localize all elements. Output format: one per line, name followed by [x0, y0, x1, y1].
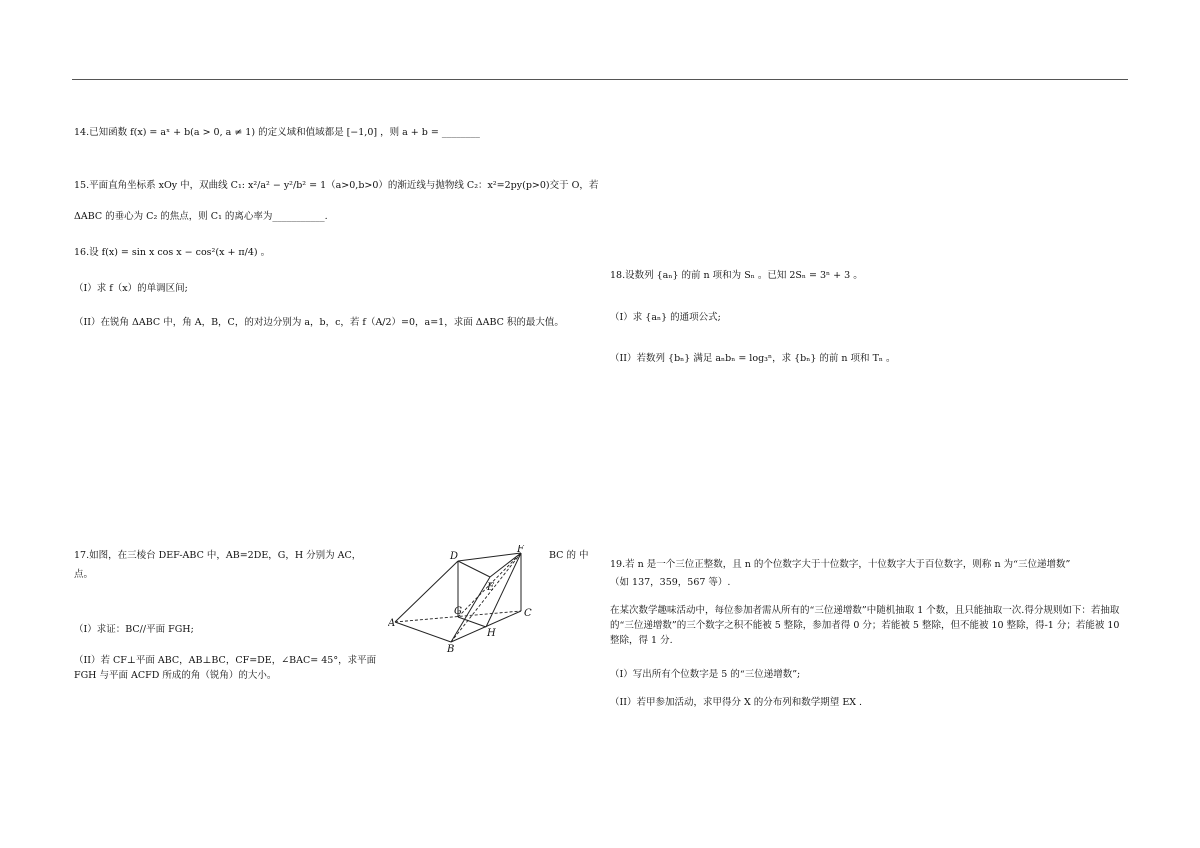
label-G: G: [454, 606, 462, 617]
q19-paragraph: 在某次数学趣味活动中，每位参加者需从所有的“三位递增数”中随机抽取 1 个数，且只能抽取一次.得分规则如下：若抽取的“三位递增数”的三个数字之积不能被 5 整除，参加者得 0 分；若能被 5 整除，但不能被 10 整除，得-1 分；若能被 10 整除，得 1 分.: [610, 605, 1120, 646]
frustum-diagram: [388, 545, 538, 657]
label-F: F: [517, 545, 524, 555]
label-D: D: [450, 551, 459, 562]
edge-BF: [451, 553, 521, 642]
q17-line1-tail: BC 的 中: [549, 550, 589, 561]
header-rule: [72, 79, 1128, 80]
q17-part1: （I）求证：BC//平面 FGH;: [74, 624, 194, 635]
edge-AD: [395, 561, 458, 622]
q16-part1: （I）求 f（x）的单调区间;: [74, 283, 188, 294]
q15-line2: ΔABC 的垂心为 C₂ 的焦点，则 C₁ 的离心率为___________.: [74, 211, 328, 222]
q14-text: 14.已知函数 f(x) = aˣ + b(a > 0, a ≠ 1) 的定义域和值域都是 [−1,0] ，则 a + b = ________: [74, 127, 480, 138]
q18-line1: 18.设数列 {aₙ} 的前 n 项和为 Sₙ 。已知 2Sₙ = 3ⁿ + 3 。: [610, 270, 863, 281]
q19-part1: （I）写出所有个位数字是 5 的“三位递增数”;: [610, 669, 801, 680]
label-E: E: [487, 582, 495, 593]
q17-part2: （II）若 CF⊥平面 ABC，AB⊥BC，CF=DE，∠BAC= 45°，求平面 FGH 与平面 ACFD 所成的角（锐角）的大小。: [74, 655, 377, 681]
label-C: C: [524, 608, 532, 619]
q18-part1: （I）求 {aₙ} 的通项公式;: [610, 312, 721, 323]
edge-AB: [395, 622, 451, 642]
q16-part2: （II）在锐角 ΔABC 中，角 A，B，C，的对边分别为 a，b，c，若 f（A/2）=0，a=1，求面 ΔABC 积的最大值。: [74, 317, 564, 328]
q18-part2: （II）若数列 {bₙ} 满足 aₙbₙ = log₃ⁿ，求 {bₙ} 的前 n 项和 Tₙ 。: [610, 353, 896, 364]
label-B: B: [447, 644, 455, 655]
frustum-figure: [388, 545, 538, 657]
q16-line1: 16.设 f(x) = sin x cos x − cos²(x + π/4) 。: [74, 247, 271, 258]
q15-line1: 15.平面直角坐标系 xOy 中，双曲线 C₁: x²/a² − y²/b² = 1（a>0,b>0）的渐近线与抛物线 C₂：x²=2py(p>0)交于 O，若: [74, 180, 599, 191]
q19-line1: 19.若 n 是一个三位正整数，且 n 的个位数字大于十位数字，十位数字大于百位数字，则称 n 为“三位递增数”: [610, 559, 1071, 570]
edge-DE: [458, 561, 490, 577]
edge-GH: [458, 617, 486, 627]
label-H: H: [487, 628, 496, 639]
q17-line2: 点。: [74, 569, 94, 580]
q17-line1: 17.如图，在三棱台 DEF-ABC 中，AB=2DE，G，H 分别为 AC，: [74, 550, 362, 561]
q19-part2: （II）若甲参加活动，求甲得分 X 的分布列和数学期望 EX .: [610, 697, 863, 708]
label-A: A: [388, 618, 396, 629]
q19-line2: （如 137，359，567 等）.: [610, 577, 731, 588]
